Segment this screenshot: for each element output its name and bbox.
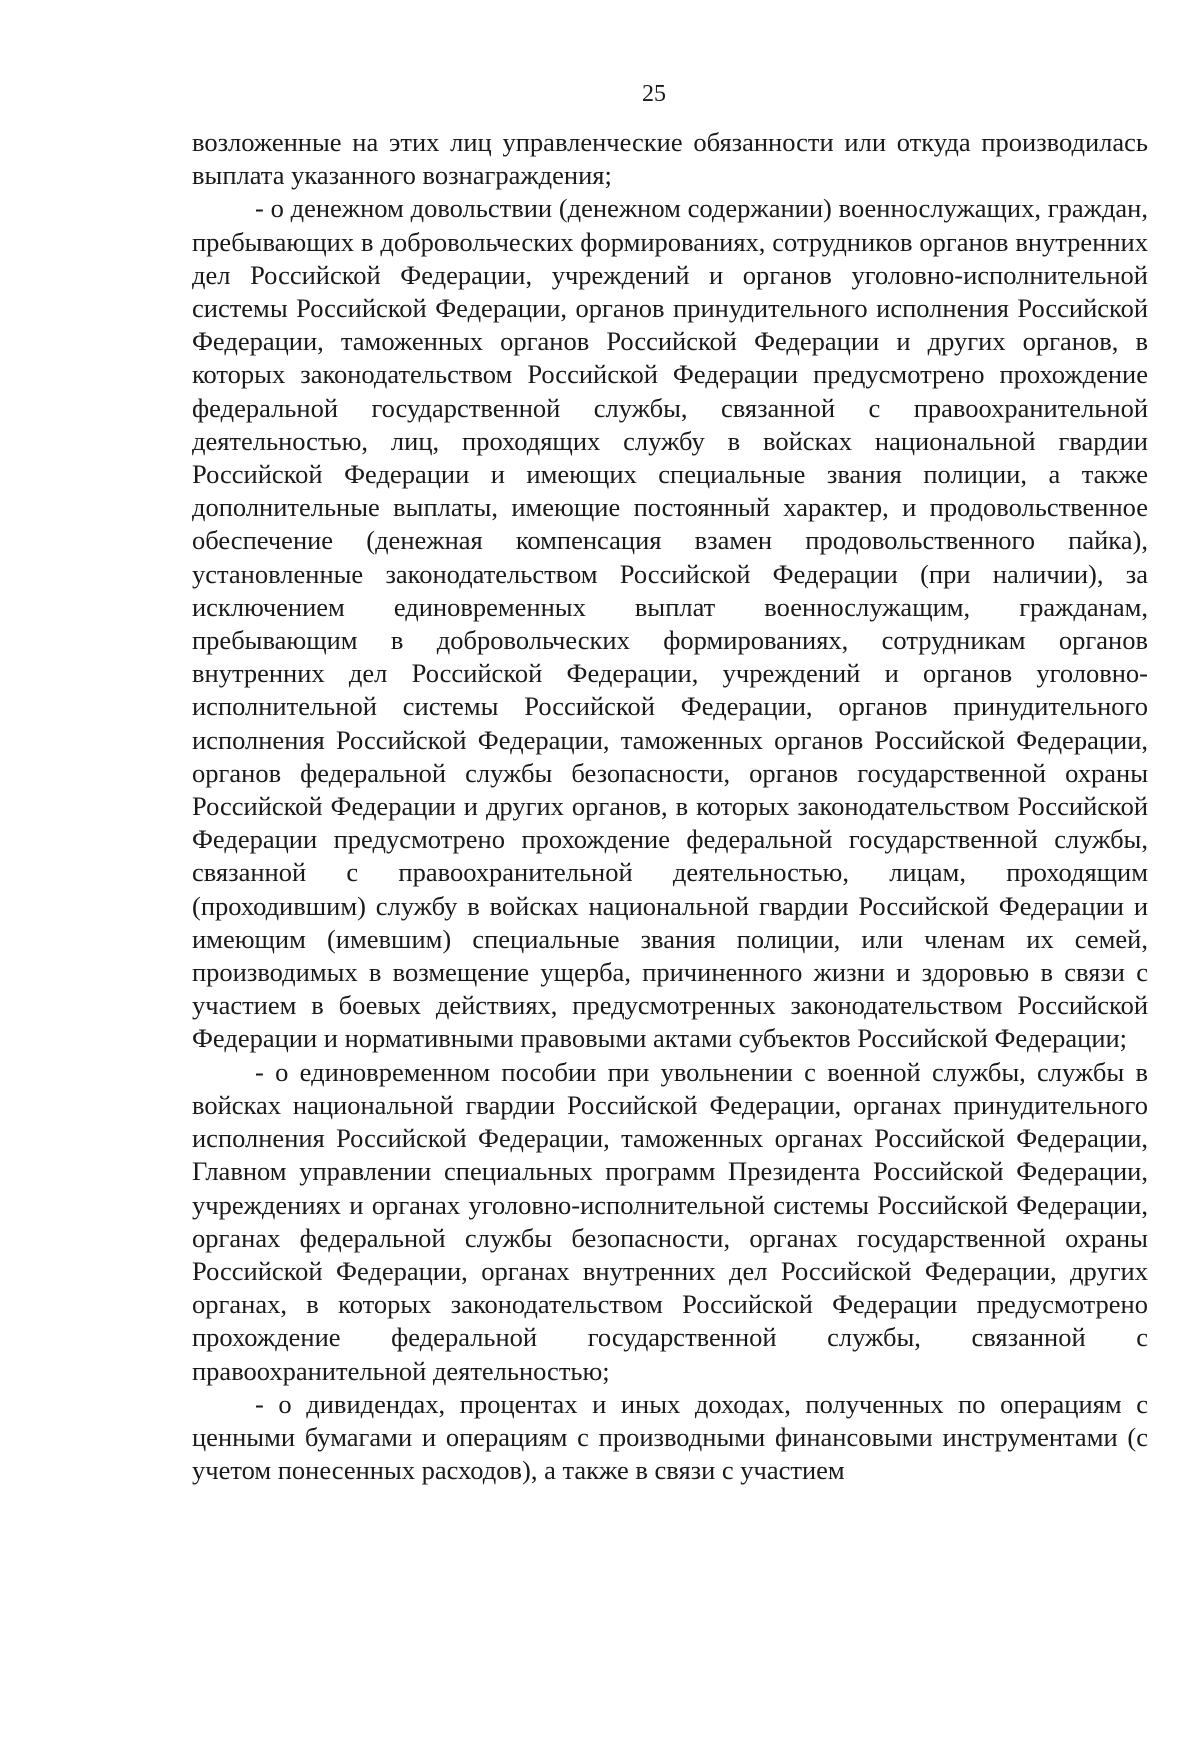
paragraph-dividends: - о дивидендах, процентах и иных доходах, полученных по операциям с ценными бумагами и операциям с производными финансовыми инструментами (с учетом понесенных расходов), а также в связи с участием bbox=[192, 1388, 1148, 1486]
paragraph-continuation: возложенные на этих лиц управленческие обязанности или откуда производилась выплата указанного вознаграждения; bbox=[192, 127, 1148, 191]
page-number: 25 bbox=[642, 81, 666, 107]
paragraph-severance-benefit: - о единовременном пособии при увольнении с военной службы, службы в войсках национальной гвардии Российской Федерации, органах принудительного исполнения Российской Федерации, таможенных органах Российской Федерации, Главном управлении специальных программ Президента Российской Федерации, учреждениях и органах уголовно-исполнительной системы Российской Федерации, органах федеральной службы безопасности, органах государственной охраны Российской Федерации, органах внутренних дел Российской Федерации, других органах, в которых законодательством Российской Федерации предусмотрено прохождение федеральной государственной службы, связанной с правоохранительной деятельностью; bbox=[192, 1056, 1148, 1386]
body-text bbox=[192, 126, 1148, 1487]
paragraph-monetary-allowance: - о денежном довольствии (денежном содержании) военнослужащих, граждан, пребывающих в добровольческих формированиях, сотрудников органов внутренних дел Российской Федерации, учреждений и органов уголовно-исполнительной системы Российской Федерации, органов принудительного исполнения Российской Федерации, таможенных органов Российской Федерации и других органов, в которых законодательством Российской Федерации предусмотрено прохождение федеральной государственной службы, связанной с правоохранительной деятельностью, лиц, проходящих службу в войсках национальной гвардии Российской Федерации и имеющих специальные звания полиции, а также дополнительные выплаты, имеющие постоянный характер, и продовольственное обеспечение (денежная компенсация взамен продовольственного пайка), установленные законодательством Российской Федерации (при наличии), за исключением единовременных выплат военнослужащим, гражданам, пребывающим в добровольческих формированиях, сотрудникам органов внутренних дел Российской Федерации, учреждений и органов уголовно-исполнительной системы Российской Федерации, органов принудительного исполнения Российской Федерации, таможенных органов Российской Федерации, органов федеральной службы безопасности, органов государственной охраны Российской Федерации и других органов, в которых законодательством Российской Федерации предусмотрено прохождение федеральной государственной службы, связанной с правоохранительной деятельностью, лицам, проходящим (проходившим) службу в войсках национальной гвардии Российской Федерации и имеющим (имевшим) специальные звания полиции, или членам их семей, производимых в возмещение ущерба, причиненного жизни и здоровью в связи с участием в боевых действиях, предусмотренных законодательством Российской Федерации и нормативными правовыми актами субъектов Российской Федерации; bbox=[192, 193, 1148, 1054]
